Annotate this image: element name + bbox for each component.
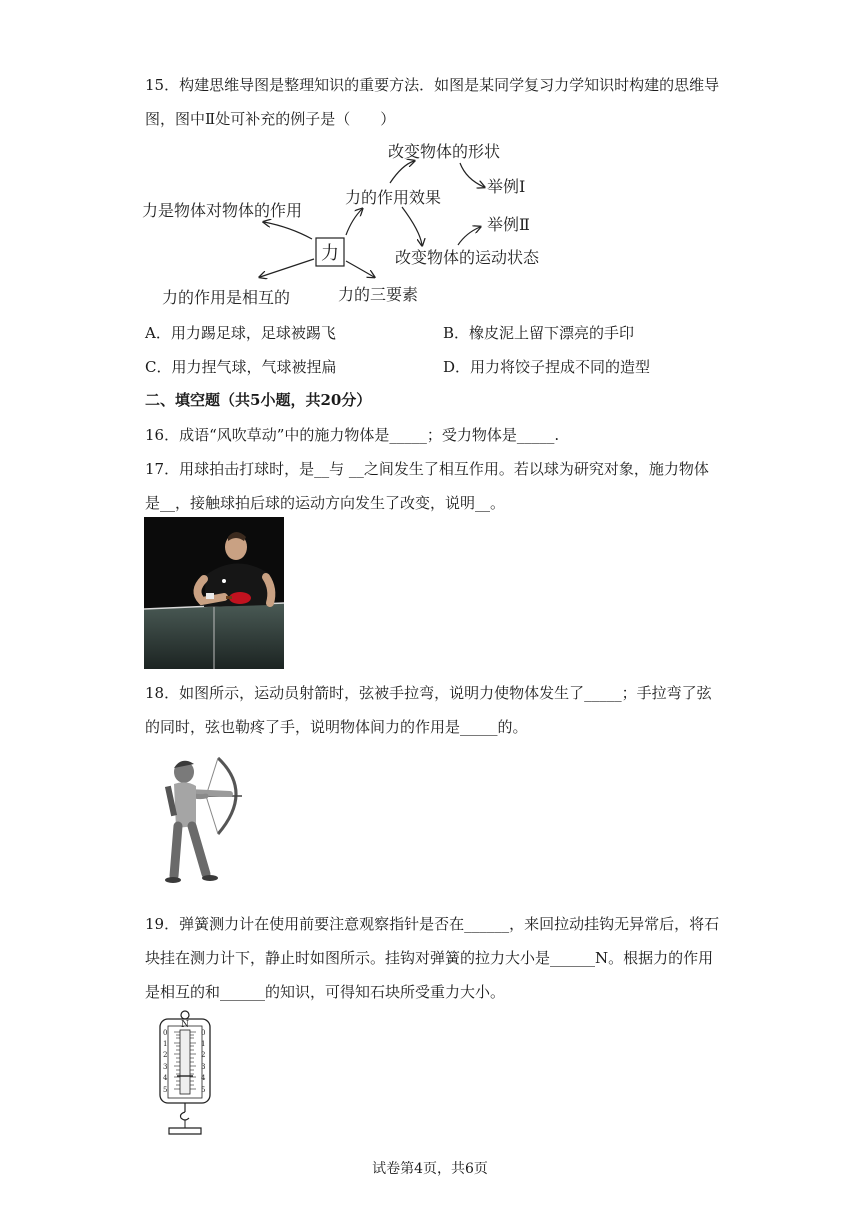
archer-illustration [146,752,246,887]
center-label: 力 [321,243,339,264]
svg-text:2: 2 [163,1051,168,1059]
arrow-to-bottom-left [260,259,314,277]
arrow-to-top-left [264,222,312,239]
svg-text:2: 2 [201,1051,206,1059]
q18-line1: 18．如图所示，运动员射箭时，弦被手拉弯，说明力使物体发生了_____；手拉弯了弦 [145,684,712,702]
q15-line1: 15．构建思维导图是整理知识的重要方法．如图是某同学复习力学知识时构建的思维导 [145,76,720,94]
arrow-to-effect [346,209,362,235]
q18-line2: 的同时，弦也勒疼了手，说明物体间力的作用是_____的。 [145,718,528,736]
label-shape: 改变物体的形状 [388,142,501,161]
label-example2: 举例Ⅱ [487,215,530,234]
arrow-to-bottom-right [346,261,374,277]
stone-block [169,1128,201,1134]
table-tennis-photo [144,517,284,669]
svg-text:1: 1 [201,1040,206,1048]
svg-text:5: 5 [163,1086,168,1094]
label-bottom-right: 力的三要素 [338,285,419,304]
svg-text:0: 0 [201,1029,206,1037]
label-top-left: 力是物体对物体的作用 [142,201,303,220]
q19-line2: 块挂在测力计下，静止时如图所示。挂钩对弹簧的拉力大小是______N。根据力的作用 [145,949,714,967]
q15-line2: 图，图中Ⅱ处可补充的例子是（ ） [145,110,396,128]
q16-text: 16．成语“风吹草动”中的施力物体是_____；受力物体是_____. [145,426,560,444]
svg-text:3: 3 [201,1063,206,1071]
svg-text:4: 4 [163,1074,168,1082]
q15-option-d: D．用力将饺子捏成不同的造型 [443,358,651,376]
section-heading: 二、填空题（共5小题，共20分） [145,391,372,409]
q19-line1: 19．弹簧测力计在使用前要注意观察指针是否在______，来回拉动挂钩无异常后，将石 [145,915,720,933]
svg-text:0: 0 [163,1029,168,1037]
q15-option-b: B．橡皮泥上留下漂亮的手印 [443,324,635,342]
q17-line2: 是__，接触球拍后球的运动方向发生了改变，说明__。 [145,494,506,512]
arrow-to-motion [402,207,422,245]
q19-line3: 是相互的和______的知识，可得知石块所受重力大小。 [145,983,506,1001]
q15-option-c: C．用力捏气球，气球被捏扁 [145,358,337,376]
arrow-to-example1 [460,163,484,187]
label-motion: 改变物体的运动状态 [395,248,540,267]
spring-scale-illustration [155,1010,215,1135]
arrow-to-example2 [458,227,480,245]
q15-option-a: A．用力踢足球，足球被踢飞 [145,324,336,342]
label-bottom-left: 力的作用是相互的 [162,288,291,307]
svg-text:1: 1 [163,1040,168,1048]
label-effect: 力的作用效果 [345,188,442,207]
page-footer: 试卷第4页，共6页 [372,1161,488,1177]
mind-map-diagram [140,135,560,310]
arrow-to-shape [390,161,414,183]
svg-text:3: 3 [163,1063,168,1071]
q17-line1: 17．用球拍击打球时，是__与 __之间发生了相互作用。若以球为研究对象，施力物体 [145,460,709,478]
scale-unit-label: N [181,1020,189,1030]
label-example1: 举例Ⅰ [487,177,526,196]
svg-text:4: 4 [201,1074,206,1082]
svg-text:5: 5 [201,1086,206,1094]
